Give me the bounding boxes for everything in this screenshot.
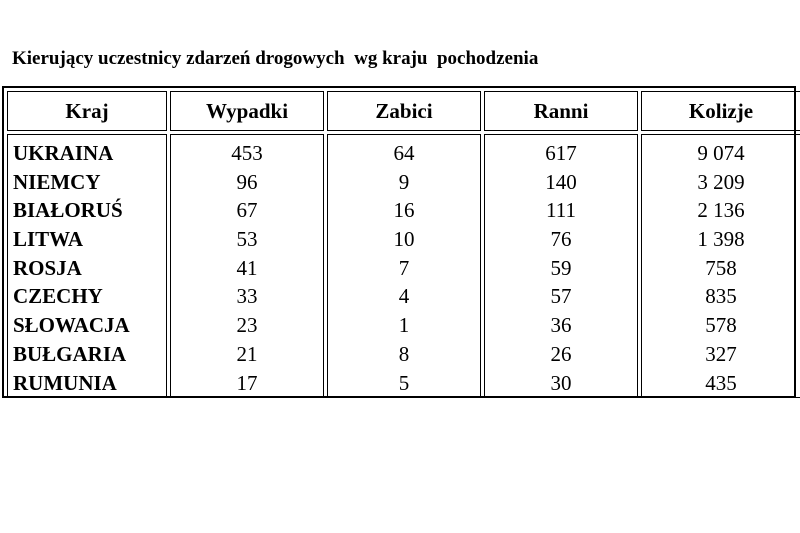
cell-accidents: 453 bbox=[231, 141, 263, 165]
cell-injured: 30 bbox=[550, 370, 572, 395]
cell-injured: 140 bbox=[545, 169, 577, 194]
table-body-row bbox=[7, 134, 800, 398]
cell-accidents: 33 bbox=[236, 284, 258, 309]
column-killed bbox=[327, 134, 481, 398]
cell-country: CZECHY bbox=[13, 284, 103, 309]
cell-collisions: 578 bbox=[705, 313, 737, 338]
column-injured bbox=[484, 134, 638, 398]
cell-accidents: 96 bbox=[236, 169, 258, 194]
cell-accidents: 23 bbox=[236, 313, 258, 338]
cell-injured: 59 bbox=[550, 255, 572, 280]
cell-killed: 64 bbox=[393, 141, 415, 165]
cell-injured: 76 bbox=[550, 227, 572, 252]
cell-injured: 111 bbox=[546, 198, 576, 223]
cell-country: RUMUNIA bbox=[13, 370, 117, 395]
column-accidents bbox=[170, 134, 324, 398]
cell-collisions: 9 074 bbox=[697, 141, 745, 165]
cell-country: ROSJA bbox=[13, 255, 82, 280]
cell-injured: 36 bbox=[550, 313, 572, 338]
cell-injured: 57 bbox=[550, 284, 572, 309]
cell-collisions: 327 bbox=[705, 341, 737, 366]
cell-injured: 26 bbox=[550, 341, 572, 366]
cell-killed: 7 bbox=[398, 255, 410, 280]
data-table bbox=[4, 88, 800, 401]
cell-killed: 16 bbox=[393, 198, 415, 223]
cell-killed: 10 bbox=[393, 227, 415, 252]
cell-accidents: 17 bbox=[236, 370, 258, 395]
cell-collisions: 435 bbox=[705, 370, 737, 395]
cell-accidents: 41 bbox=[236, 255, 258, 280]
cell-accidents: 21 bbox=[236, 341, 258, 366]
cell-country: UKRAINA bbox=[13, 141, 114, 165]
header-killed: Zabici bbox=[327, 91, 481, 131]
cell-injured: 617 bbox=[545, 141, 577, 165]
cell-killed: 8 bbox=[398, 341, 410, 366]
column-country bbox=[7, 134, 167, 398]
cell-collisions: 835 bbox=[705, 284, 737, 309]
cell-collisions: 2 136 bbox=[697, 198, 745, 223]
table-header-row bbox=[7, 91, 800, 131]
cell-collisions: 3 209 bbox=[697, 169, 745, 194]
cell-country: NIEMCY bbox=[13, 169, 101, 194]
column-collisions bbox=[641, 134, 800, 398]
cell-killed: 1 bbox=[398, 313, 410, 338]
cell-killed: 9 bbox=[398, 169, 410, 194]
data-table-frame bbox=[2, 86, 796, 398]
cell-killed: 5 bbox=[398, 370, 410, 395]
table-title: Kierujący uczestnicy zdarzeń drogowych wg kraju pochodzenia bbox=[12, 48, 539, 69]
cell-accidents: 67 bbox=[236, 198, 258, 223]
cell-accidents: 53 bbox=[236, 227, 258, 252]
cell-collisions: 758 bbox=[705, 255, 737, 280]
cell-country: BIAŁORUŚ bbox=[13, 198, 123, 223]
cell-country: LITWA bbox=[13, 227, 84, 252]
cell-country: BUŁGARIA bbox=[13, 341, 127, 366]
cell-country: SŁOWACJA bbox=[13, 313, 130, 338]
header-accidents: Wypadki bbox=[170, 91, 324, 131]
header-country: Kraj bbox=[7, 91, 167, 131]
header-collisions: Kolizje bbox=[641, 91, 800, 131]
cell-collisions: 1 398 bbox=[697, 227, 745, 252]
cell-killed: 4 bbox=[398, 284, 410, 309]
header-injured: Ranni bbox=[484, 91, 638, 131]
